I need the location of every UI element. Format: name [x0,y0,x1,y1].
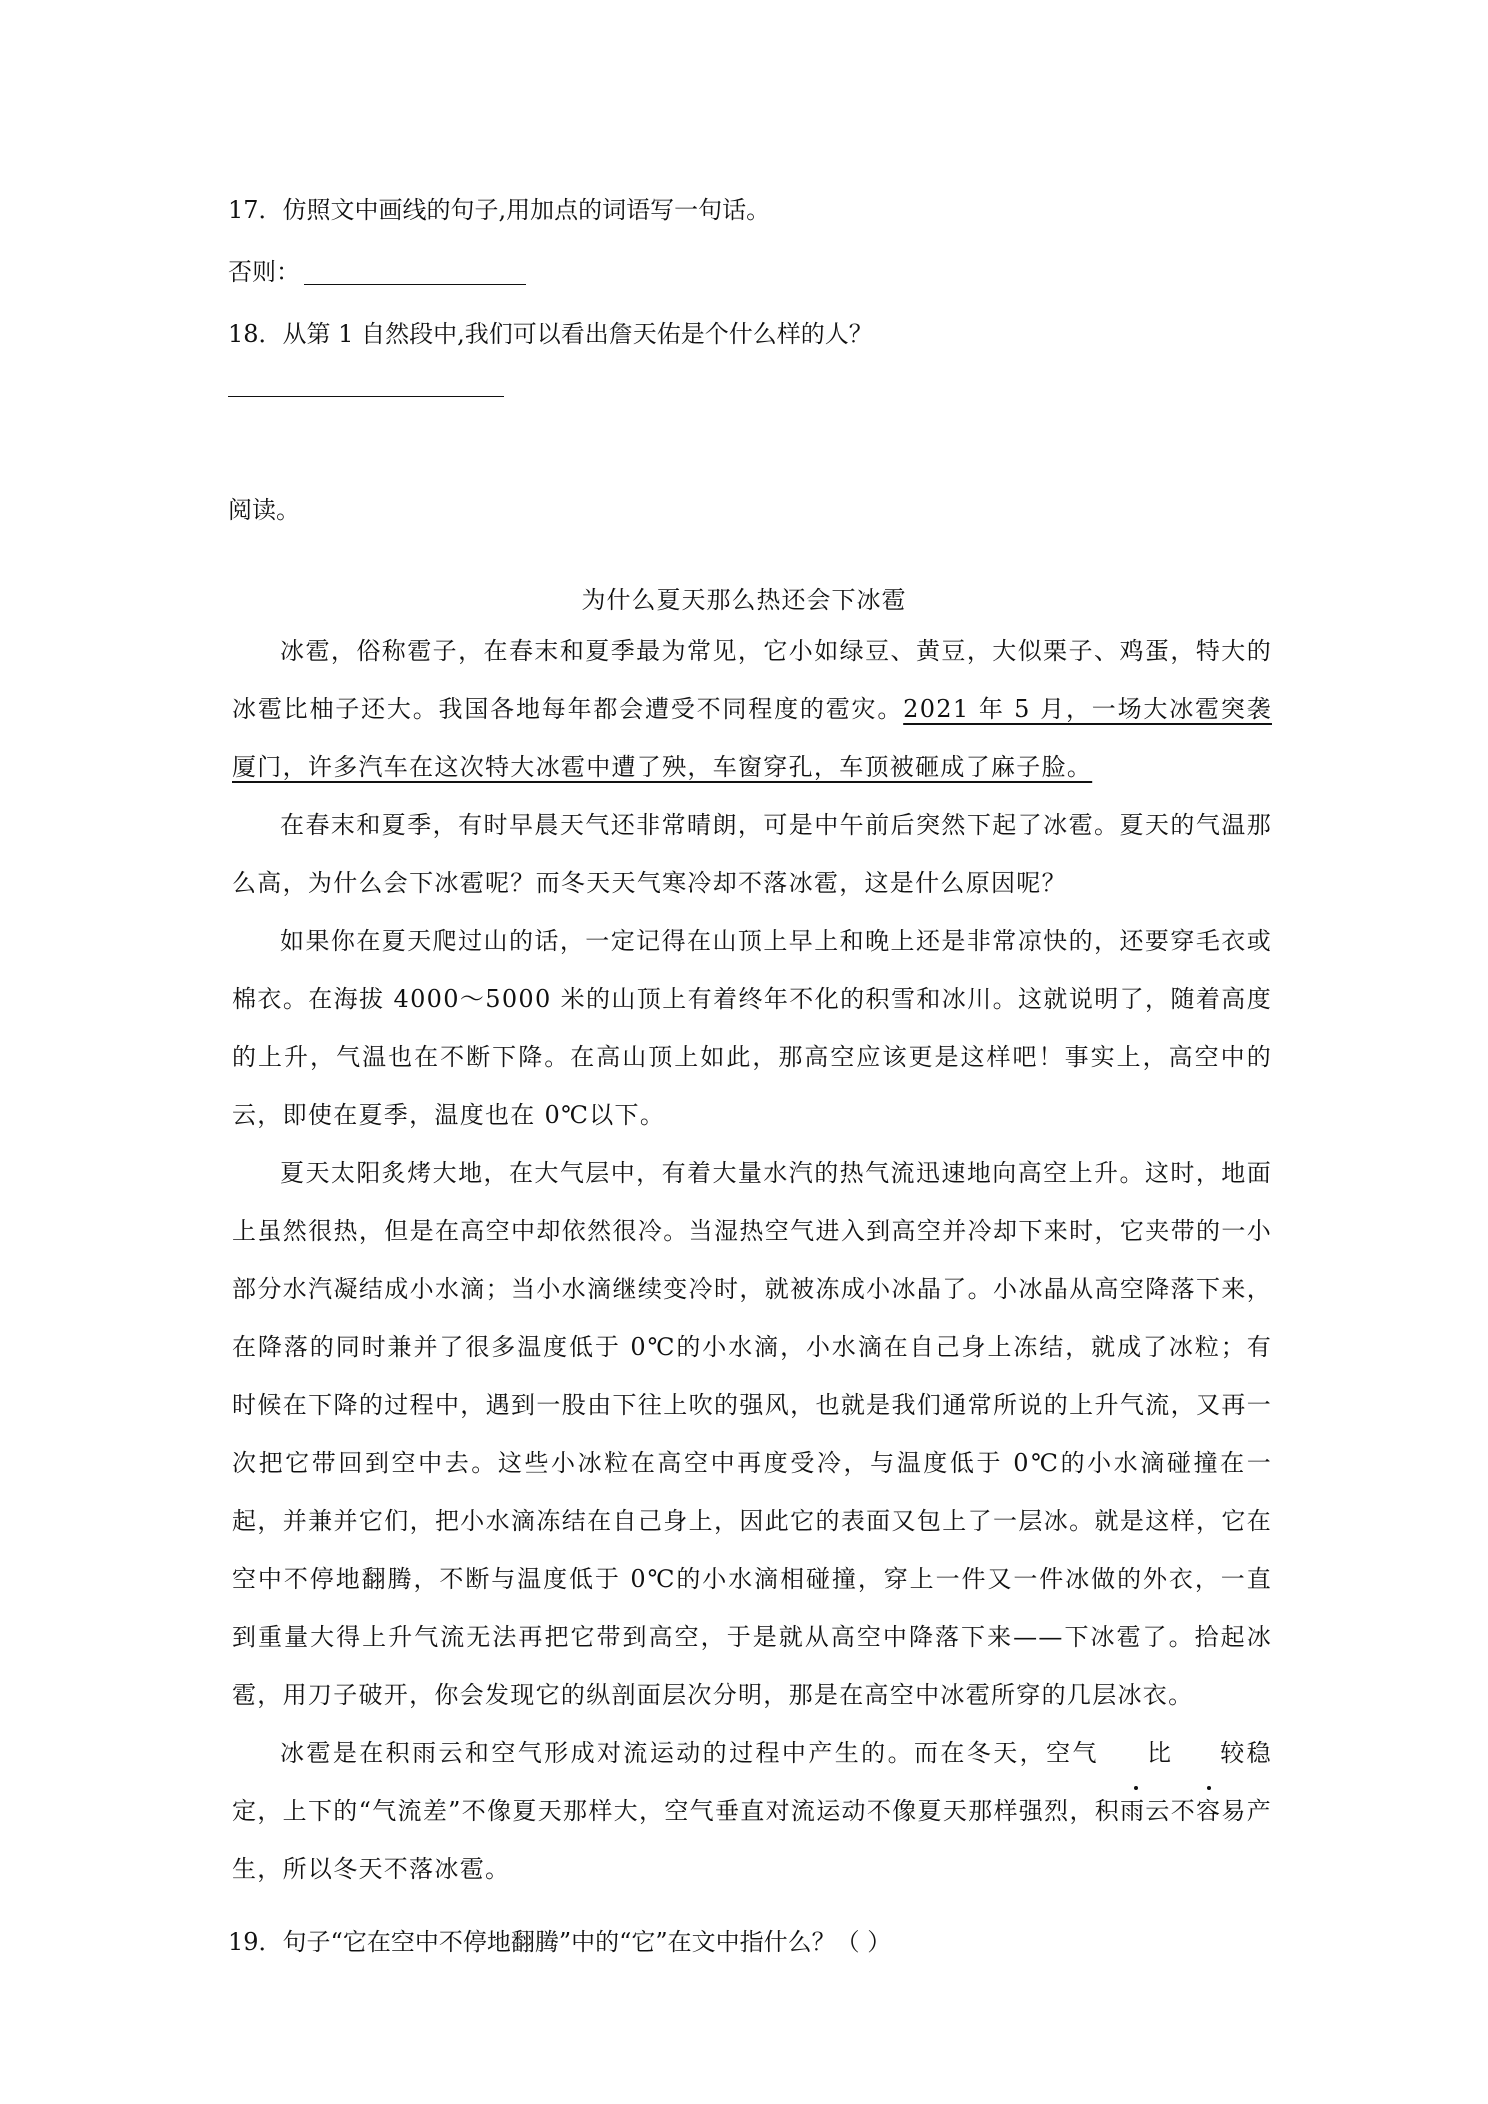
question-19-text: 句子“它在空中不停地翻腾”中的“它”在文中指什么？（ ） [282,1928,892,1956]
question-17-number: 17． [228,196,283,224]
question-18 [228,318,873,350]
paragraph-1-text: 冰雹，俗称雹子，在春末和夏季最为常见，它小如绿豆、黄豆，大似栗子、鸡蛋，特大的冰雹比柚子还大。我国各地每年都会遭受不同程度的雹灾。 [232,637,1272,723]
article-paragraph-1 [232,622,1272,796]
article-body [232,622,1272,1898]
article-paragraph-5 [232,1724,1272,1898]
question-17-answer-prefix: 否则： [228,258,300,286]
question-19-number: 19． [228,1928,283,1956]
reading-label: 阅读。 [228,496,300,524]
question-17-text: 仿照文中画线的句子,用加点的词语写一句话。 [282,196,771,224]
question-19 [228,1926,891,1958]
dotted-word-char-2: 较 [1172,1724,1245,1782]
question-17 [228,194,770,226]
article-paragraph-4: 夏天太阳炙烤大地，在大气层中，有着大量水汽的热气流迅速地向高空上升。这时，地面上虽然很热，但是在高空中却依然很冷。当湿热空气进入到高空并冷却下来时，它夹带的一小部分水汽凝结成小水滴；当小水滴继续变冷时，就被冻成小冰晶了。小冰晶从高空降落下来，在降落的同时兼并了很多温度低于 0℃的小水滴，小水滴在自己身上冻结，就成了冰粒；有时候在下降的过程中，遇到一股由下往上吹的强风，也就是我们通常所说的上升气流，又再一次把它带回到空中去。这些小冰粒在高空中再度受冷，与温度低于 0℃的小水滴碰撞在一起，并兼并它们，把小水滴冻结在自己身上，因此它的表面又包上了一层冰。就是这样，它在空中不停地翻腾，不断与温度低于 0℃的小水滴相碰撞，穿上一件又一件冰做的外衣，一直到重量大得上升气流无法再把它带到高空，于是就从高空中降落下来——下冰雹了。拾起冰雹，用刀子破开，你会发现它的纵剖面层次分明，那是在高空中冰雹所穿的几层冰衣。 [232,1159,1272,1709]
question-18-text: 从第 1 自然段中,我们可以看出詹天佑是个什么样的人？ [282,320,873,348]
question-18-number: 18． [228,320,283,348]
question-17-answer-blank[interactable] [304,284,526,285]
article-title: 为什么夏天那么热还会下冰雹 [581,586,907,614]
question-18-answer-blank[interactable] [228,396,504,397]
paragraph-5-text-after: 稳定，上下的“气流差”不像夏天那样大，空气垂直对流运动不像夏天那样强烈，积雨云不容易产生，所以冬天不落冰雹。 [232,1739,1272,1883]
underlined-sentence: 2021 年 5 月，一场大冰雹突袭厦门，许多汽车在这次特大冰雹中遭了殃，车窗穿孔，车顶被砸成了麻子脸。 [232,695,1272,781]
article-paragraph-3: 如果你在夏天爬过山的话，一定记得在山顶上早上和晚上还是非常凉快的，还要穿毛衣或棉衣。在海拔 4000～5000 米的山顶上有着终年不化的积雪和冰川。这就说明了，随着高度的上升，气温也在不断下降。在高山顶上如此，那高空应该更是这样吧！事实上，高空中的云，即使在夏季，温度也在 0℃以下。 [232,927,1272,1129]
article-paragraph-2: 在春末和夏季，有时早晨天气还非常晴朗，可是中午前后突然下起了冰雹。夏天的气温那么高，为什么会下冰雹呢？而冬天天气寒冷却不落冰雹，这是什么原因呢？ [232,811,1272,897]
dotted-word-char-1: 比 [1099,1724,1172,1782]
question-17-answer-row [228,256,300,288]
paragraph-5-text-before: 冰雹是在积雨云和空气形成对流运动的过程中产生的。而在冬天，空气 [280,1739,1099,1767]
